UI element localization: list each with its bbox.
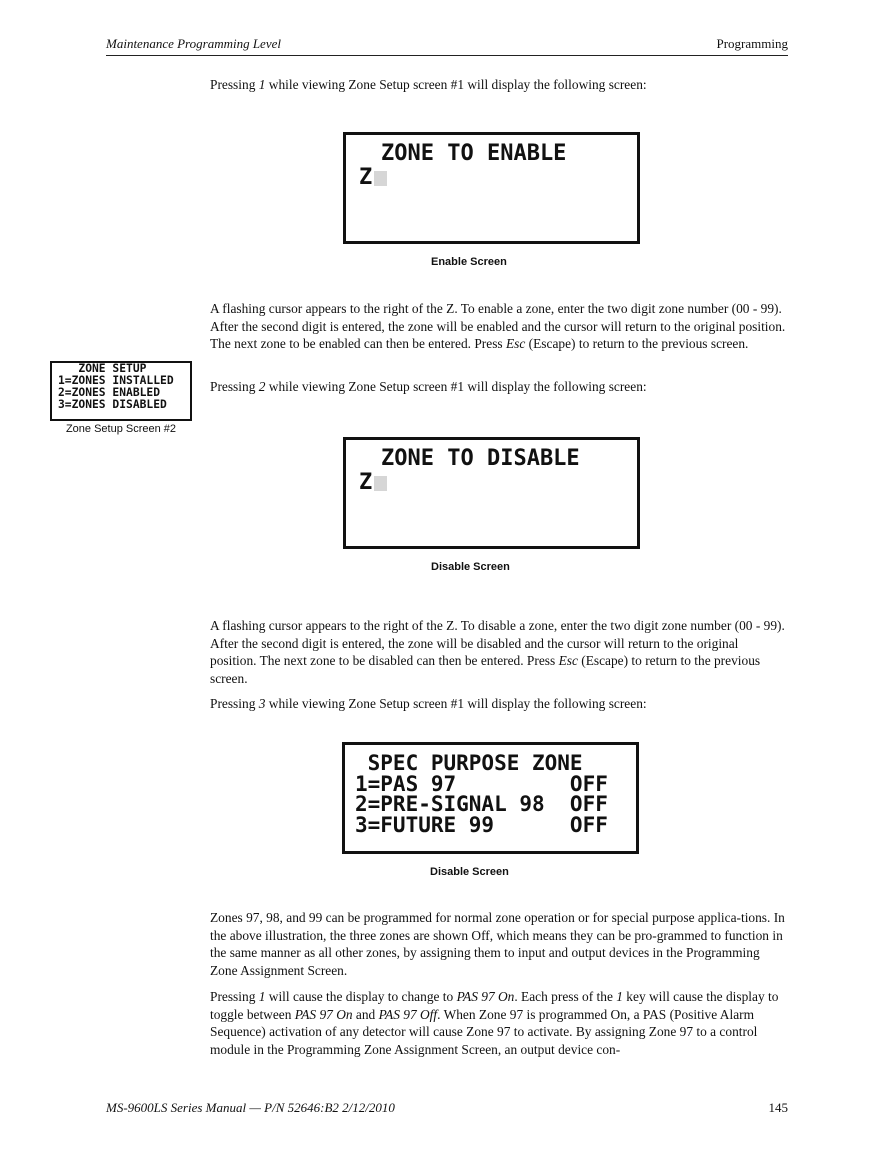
zone-setup-lcd-screen: ZONE SETUP 1=ZONES INSTALLED 2=ZONES ENABLED 3=ZONES DISABLED [50,361,192,421]
paragraph-enable-instructions: A flashing cursor appears to the right of the Z. To enable a zone, enter the two digit zone number (00 - 99). After the second digit is entered, the zone will be enabled and the cursor will return to the original position. The next zone to be enabled can then be entered. Press Esc (Escape) to return to the previous screen. [210,301,786,351]
spec-screen-caption: Disable Screen [430,866,509,878]
paragraph-press-2: Pressing 2 while viewing Zone Setup screen #1 will display the following screen: [210,379,647,394]
spec-purpose-lcd-screen: SPEC PURPOSE ZONE 1=PAS 97 OFF 2=PRE-SIGNAL 98 OFF 3=FUTURE 99 OFF [342,742,639,854]
cursor-block [374,476,387,491]
paragraph-pas-toggle: Pressing 1 will cause the display to change to PAS 97 On. Each press of the 1 key will cause the display to toggle between PAS 97 On and PAS 97 Off. When Zone 97 is programmed On, a PAS (Positive Alarm Sequence) activation of any detector will cause Zone 97 to activate. By assigning Zone 97 to a control module in the Programming Zone Assignment Screen, an output device con- [210,989,779,1057]
enable-lcd-line2: Z [359,165,373,190]
disable-screen-caption: Disable Screen [431,561,510,573]
paragraph-press-1: Pressing 1 while viewing Zone Setup screen #1 will display the following screen: [210,77,647,92]
disable-lcd-screen [343,437,640,549]
running-header-section: Programming [716,36,788,51]
disable-lcd-line1: ZONE TO DISABLE [381,446,580,471]
disable-lcd-line2: Z [359,470,373,495]
enable-lcd-line1: ZONE TO ENABLE [381,141,567,166]
paragraph-disable-instructions: A flashing cursor appears to the right of the Z. To disable a zone, enter the two digit zone number (00 - 99). After the second digit is entered, the zone will be disabled and the cursor will return to the original position. The next zone to be disabled can then be entered. Press Esc (Escape) to return to the previous screen. [210,618,785,686]
header-divider [106,55,788,56]
zone-setup-caption: Zone Setup Screen #2 [65,423,177,435]
running-header-title: Maintenance Programming Level [106,36,281,51]
cursor-block [374,171,387,186]
page-number: 145 [768,1100,788,1115]
footer-manual-info: MS-9600LS Series Manual — P/N 52646:B2 2/12/2010 [106,1100,395,1115]
enable-screen-caption: Enable Screen [431,256,507,268]
paragraph-special-zones: Zones 97, 98, and 99 can be programmed for normal zone operation or for special purpose applica-tions. In the above illustration, the three zones are shown Off, which means they can be pro-grammed to function in the same manner as all other zones, by assigning them to input and output devices in the Programming Zone Assignment Screen. [210,910,785,978]
enable-lcd-screen [343,132,640,244]
paragraph-press-3: Pressing 3 while viewing Zone Setup screen #1 will display the following screen: [210,696,647,711]
